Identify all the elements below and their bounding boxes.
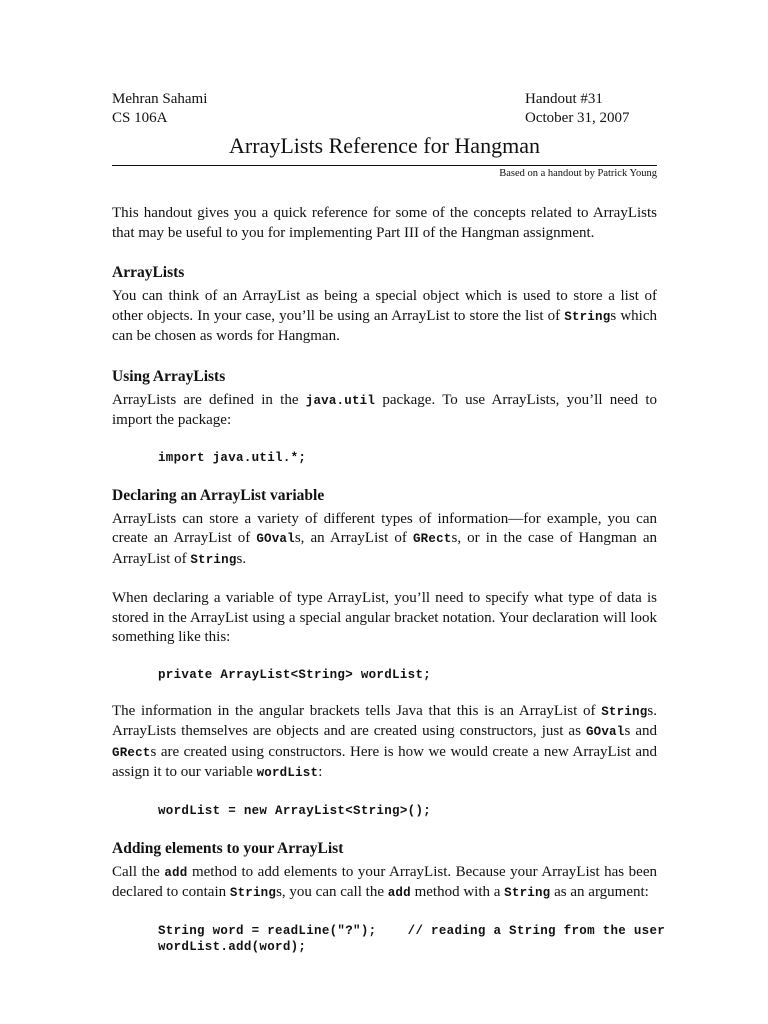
code-line: wordList.add(word); [158,939,307,954]
text-run: package. To use ArrayLists, you’ll need to import the package: [112,391,658,428]
text-run: Call the [112,863,165,880]
inline-code: GRect [412,532,452,546]
text-run: s which can be chosen as words for Hangman. [112,307,657,344]
code-block-import: import java.util.*; [158,450,307,465]
section-heading-using-arraylists: Using ArrayLists [112,367,226,385]
text-run: ArrayLists are defined in the [112,391,306,408]
header-row-2 [112,109,657,128]
text-run: s, or in the case of Hangman an ArrayList of [112,530,658,567]
declaring-paragraph-2: When declaring a variable of type ArrayList, you’ll need to specify what type of data is stored in the ArrayList using a special angular bracket notation. Your declaration will look something like this: [112,590,657,645]
code-block-constructor: wordList = new ArrayList<String>(); [158,803,432,818]
inline-code: String [504,886,551,900]
inline-code: GOval [585,725,625,739]
inline-code: String [229,886,277,900]
inline-code: String [601,704,648,719]
text-run: as an argument: [550,884,649,900]
text-run: s. [236,550,247,567]
inline-code: GRect [112,745,151,760]
arraylists-paragraph [112,287,657,347]
adding-paragraph [112,863,657,904]
text-run: ArrayLists can store a variety of different types of information—for example, you can create an ArrayList of [112,510,657,546]
handout-number: Handout #31 [525,91,603,107]
text-run: s. ArrayLists themselves are objects and are created using constructors, just as [112,702,657,739]
declaring-paragraph-1 [112,510,657,571]
text-run: The information in the angular brackets tells Java that this is an ArrayList of [112,702,602,719]
handout-date: October 31, 2007 [525,110,630,126]
using-arraylists-paragraph [112,391,657,431]
inline-code: add [387,886,411,900]
page-title: ArrayLists Reference for Hangman [229,133,540,158]
code-block-declaration: private ArrayList<String> wordList; [158,667,432,682]
text-run: s are created using constructors. Here is how we would create a new ArrayList and assign it to our variable [112,743,657,780]
text-run: s, you can call the [276,884,388,900]
credit-line: Based on a handout by Patrick Young [499,168,657,179]
code-block-add [158,923,666,955]
title-rule [112,165,657,166]
inline-code: String [190,552,237,567]
text-run: method with a [410,884,505,900]
code-line: String word = readLine("?"); // reading a String from the user [158,923,666,938]
text-run: method to add elements to your ArrayList. Because your ArrayList has been declared to contain [112,863,657,900]
intro-paragraph: This handout gives you a quick reference for some of the concepts related to ArrayLists that may be useful to you for implementing Part III of the Hangman assignment. [112,205,657,241]
section-heading-declaring: Declaring an ArrayList variable [112,486,325,504]
handout-page [112,90,666,955]
text-run: : [318,764,323,780]
inline-code: java.util [305,393,376,408]
inline-code: wordList [256,766,319,780]
inline-code: String [564,309,611,324]
inline-code: add [164,865,188,880]
text-run: s, an ArrayList of [294,530,413,546]
inline-code: GOval [256,532,295,546]
declaring-paragraph-3 [112,702,657,784]
section-heading-arraylists: ArrayLists [112,264,185,281]
section-heading-adding: Adding elements to your ArrayList [112,839,344,857]
header-row-1 [112,90,657,109]
course-code: CS 106A [112,110,168,126]
author-name: Mehran Sahami [112,91,208,107]
text-run: You can think of an ArrayList as being a special object which is used to store a list of other objects. In your case, you’ll be using an ArrayList to store the list of [112,288,657,324]
text-run: s and [624,723,657,739]
